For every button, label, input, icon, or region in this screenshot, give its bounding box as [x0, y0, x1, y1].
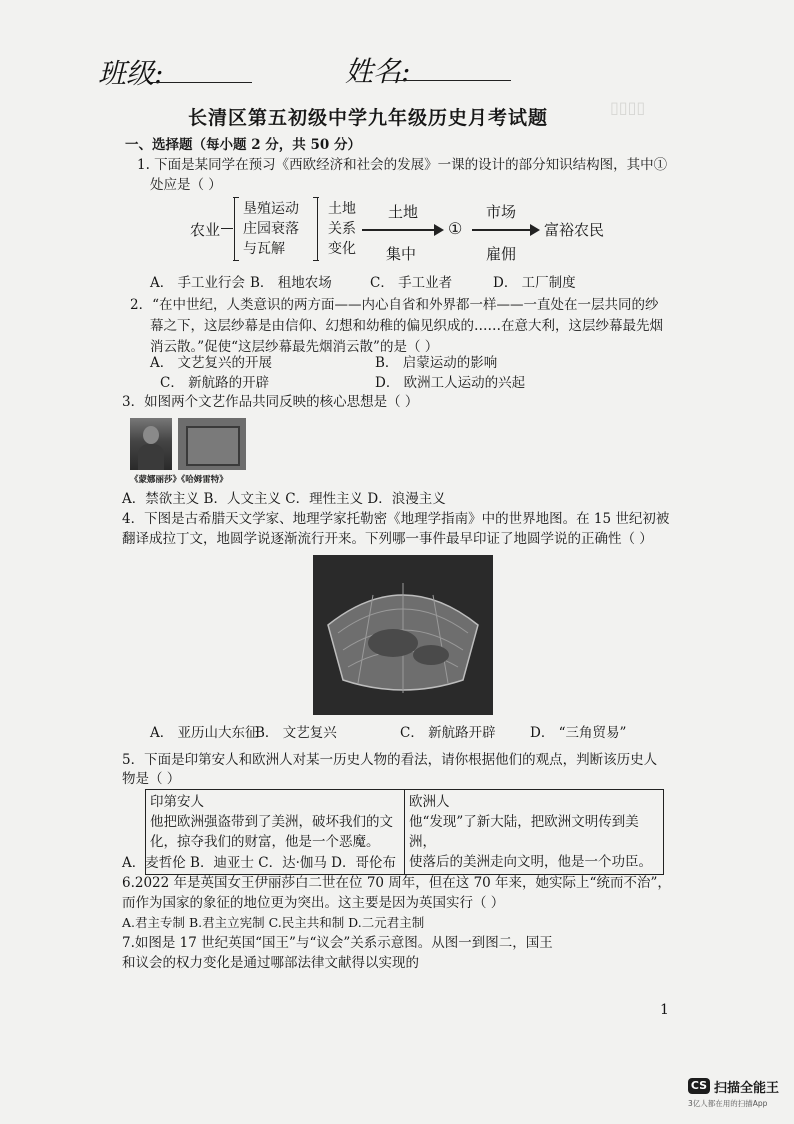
q1-stem-line2: 处应是（ ）: [150, 177, 222, 193]
q4-option-a: A． 亚历山大东征: [150, 725, 259, 741]
q5-indian-text1: 他把欧洲强盗带到了美洲，破坏我们的文: [150, 814, 393, 830]
q2-option-c: C． 新航路的开辟: [160, 375, 270, 391]
q2-option-b: B． 启蒙运动的影响: [375, 355, 498, 371]
q3-stem: 3．如图两个文艺作品共同反映的核心思想是（ ）: [122, 394, 419, 410]
bleed-through-mark: ▯▯▯▯: [610, 98, 646, 117]
ptolemy-world-map-image: [313, 555, 493, 715]
diagram-middle-item-2: 关系: [328, 221, 356, 237]
map-drawing: [313, 555, 493, 715]
q3-image-caption: 《蒙娜丽莎》《哈姆雷特》: [130, 475, 228, 485]
q5-european-text1: 他“发现”了新大陆，把欧洲文明传到美洲，: [409, 814, 639, 850]
hamlet-image: [178, 418, 246, 470]
q5-european-title: 欧洲人: [409, 794, 450, 810]
q2-stem-line2: 幕之下，这层纱幕是由信仰、幻想和幼稚的偏见织成的……在意大利，这层纱幕最先烟: [150, 318, 663, 334]
q3-options: A．禁欲主义 B．人文主义 C．理性主义 D．浪漫主义: [122, 491, 446, 507]
diagram-circle-1: ①: [448, 219, 463, 238]
camscanner-logo-icon: CS: [688, 1078, 710, 1094]
diagram-bracket-item-2: 庄园衰落: [243, 221, 299, 237]
diagram-arrowhead1: [434, 224, 444, 236]
diagram-connector: [221, 228, 233, 229]
q2-stem-line1: 2．“在中世纪，人类意识的两方面——内心自省和外界都一样——一直处在一层共同的纱: [130, 297, 659, 313]
q5-stem-line1: 5．下面是印第安人和欧洲人对某一历史人物的看法，请你根据他们的观点，判断该历史人: [122, 752, 658, 768]
q5-indian-text2: 化，掠夺我们的财富，他是一个恶魔。: [150, 834, 380, 850]
q4-stem-line2: 翻译成拉丁文，地圆学说逐渐流行开来。下列哪一事件最早印证了地圆学说的正确性（ ）: [122, 531, 653, 547]
diagram-middle-item-1: 土地: [328, 201, 356, 217]
diagram-arrow1-bottom: 集中: [386, 245, 417, 263]
q4-option-b: B． 文艺复兴: [255, 725, 337, 741]
class-underline: [150, 82, 252, 83]
q7-stem-line2: 和议会的权力变化是通过哪部法律文献得以实现的: [122, 955, 419, 971]
diagram-arrow2-top: 市场: [486, 203, 517, 221]
diagram-bracket-item-3: 与瓦解: [243, 241, 285, 257]
diagram-bracket: [234, 197, 318, 261]
q5-stem-line2: 物是（ ）: [122, 771, 181, 787]
diagram-arrow2-bottom: 雇佣: [486, 245, 517, 263]
diagram-middle-item-3: 变化: [328, 241, 356, 257]
page-title: 长清区第五初级中学九年级历史月考试题: [188, 107, 549, 129]
diagram-middle: [328, 199, 356, 259]
q2-stem-line3: 消云散。”促使“这层纱幕最先烟消云散”的是（ ）: [150, 339, 439, 355]
name-label: 姓名:: [345, 55, 411, 88]
q6-stem-line1: 6.2022 年是英国女王伊丽莎白二世在位 70 周年，但在这 70 年来，她实际上“统而不治”，: [122, 875, 671, 891]
name-underline: [393, 80, 511, 81]
q4-option-d: D． “三角贸易”: [530, 725, 627, 741]
q5-european-cell: [405, 790, 664, 875]
q1-structure-diagram: [190, 195, 630, 265]
diagram-arrow1-top: 土地: [388, 203, 419, 221]
camscanner-tagline: 3亿人都在用的扫描App: [688, 1099, 768, 1108]
class-label: 班级:: [98, 57, 164, 90]
q5-options: A．麦哲伦 B．迪亚士 C．达·伽马 D．哥伦布: [122, 855, 396, 871]
q6-options: A.君主专制 B.君主立宪制 C.民主共和制 D.二元君主制: [122, 915, 425, 930]
diagram-bracket-item-1: 垦殖运动: [243, 201, 299, 217]
camscanner-brand: 扫描全能王: [714, 1081, 780, 1096]
page-number: 1: [660, 1002, 669, 1018]
q1-option-d: D． 工厂制度: [493, 275, 576, 291]
q4-option-c: C． 新航路开辟: [400, 725, 496, 741]
diagram-arrow1: [362, 229, 436, 231]
diagram-result: 富裕农民: [544, 221, 605, 239]
section-heading: 一、选择题（每小题 2 分，共 50 分）: [125, 137, 361, 153]
q6-stem-line2: 而作为国家的象征的地位更为突出。这主要是因为英国实行（ ）: [122, 895, 505, 911]
q1-option-b: B． 租地农场: [250, 275, 332, 291]
q5-european-text2: 使落后的美洲走向文明，他是一个功臣。: [409, 854, 652, 870]
q4-stem-line1: 4．下图是古希腊天文学家、地理学家托勒密《地理学指南》中的世界地图。在 15 世纪初被: [122, 511, 670, 527]
diagram-agriculture: 农业: [190, 221, 221, 239]
mona-lisa-image: [130, 418, 172, 470]
diagram-arrow2: [472, 229, 532, 231]
q2-option-a: A． 文艺复兴的开展: [150, 355, 273, 371]
diagram-arrowhead2: [530, 224, 540, 236]
q7-stem-line1: 7.如图是 17 世纪英国“国王”与“议会”关系示意图。从图一到图二，国王: [122, 935, 553, 951]
q1-option-a: A． 手工业行会: [150, 275, 246, 291]
q1-option-c: C． 手工业者: [370, 275, 453, 291]
q1-stem-line1: 1. 下面是某同学在预习《西欧经济和社会的发展》一课的设计的部分知识结构图，其中①: [137, 157, 668, 173]
q2-option-d: D． 欧洲工人运动的兴起: [375, 375, 526, 391]
q5-indian-title: 印第安人: [150, 794, 204, 810]
